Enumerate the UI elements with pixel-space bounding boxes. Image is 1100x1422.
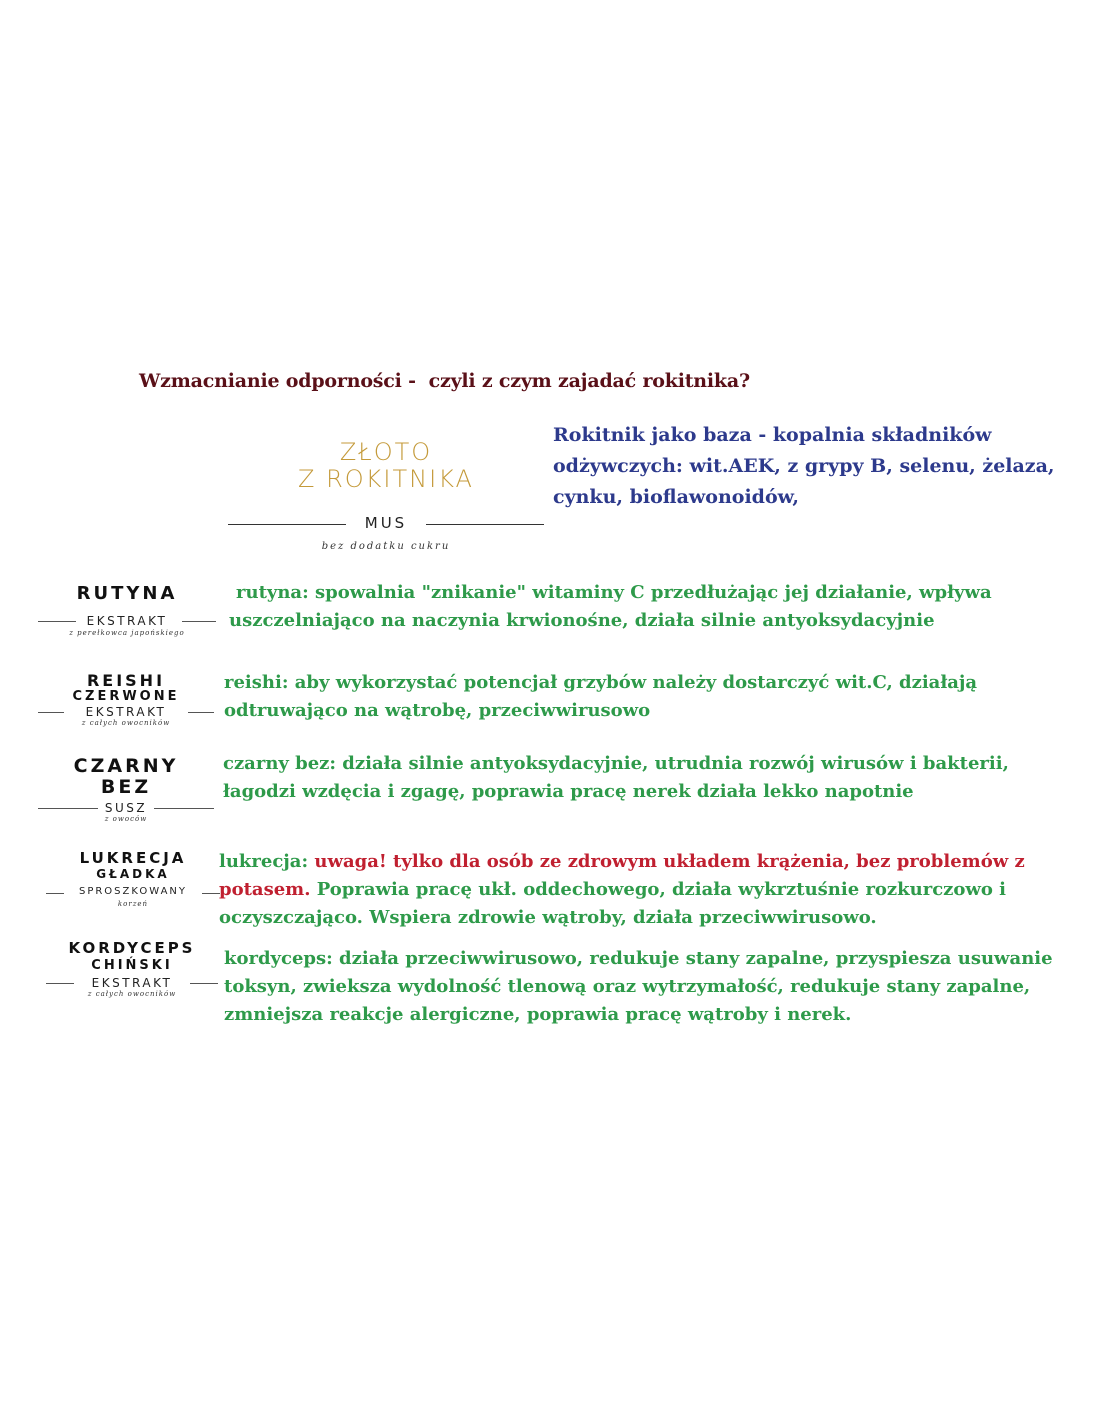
product-name-line-2: GŁADKA [96,867,170,881]
kordyceps-description: kordyceps: działa przeciwwirusowo, redukuje stany zapalne, przyspiesza usuwanie toksyn, zwieksza wydolność tlenową oraz wytrzymałość, redukuje stany zapalne, zmniejsza reakcje alergiczne, poprawia pracę wątroby i nerek. [224,948,1053,1025]
divider-line [182,621,216,622]
product-name-line-2: CHIŃSKI [91,958,173,973]
product-name-line-2: CZERWONE [72,689,180,704]
czarny-bez-description: czarny bez: działa silnie antyoksydacyjnie, utrudnia rozwój wirusów i bakterii, łagodzi wzdęcia i zgagę, poprawia pracę nerek działa lekko napotnie [223,753,1009,802]
product-source: korzeń [117,900,149,908]
divider-line [188,712,214,713]
rutyna-description: rutyna: spowalnia "znikanie" witaminy C przedłużając jej działanie, wpływa uszczelniająco na naczynia krwionośne, działa silnie antyoksydacyjnie [229,582,992,631]
product-name-line-2: BEZ [100,776,152,798]
divider-line [228,524,346,525]
product-name: KORDYCEPS [68,939,196,957]
product-form: EKSTRAKT [91,976,173,990]
product-form: EKSTRAKT [86,614,168,628]
product-subtitle: bez dodatku cukru [321,541,451,552]
logo-rule-row [226,514,546,534]
product-name: LUKRECJA [79,849,187,867]
zloto-z-rokitnika-logo [226,438,546,558]
description-prefix: lukrecja: [219,851,315,872]
reishi-logo [38,673,214,727]
product-name: CZARNY [73,755,179,777]
product-name: RUTYNA [76,583,178,604]
lukrecja-description [219,848,1049,932]
product-source: z owoców [104,815,148,823]
brand-line-1: ZŁOTO [339,438,433,466]
product-source: z całych owocników [81,719,171,727]
divider-line [202,893,220,894]
lukrecja-logo [46,850,220,908]
product-form: SPROSZKOWANY [78,886,188,897]
divider-line [190,983,218,984]
base-description: Rokitnik jako baza - kopalnia składników odżywczych: wit.AEK, z grypy B, selenu, żelaza, cynku, bioflawonoidów, [553,424,1055,508]
product-type: MUS [364,514,408,532]
description-rest: Poprawia pracę ukł. oddechowego, działa wykrztuśnie rozkurczowo i oczyszczająco. Wspiera zdrowie wątroby, działa przeciwwirusowo. [219,879,1006,928]
kordyceps-logo [46,940,218,998]
product-name: REISHI [86,671,166,690]
rutyna-logo [38,583,216,637]
product-source: z całych owocników [87,990,177,998]
reishi-description: reishi: aby wykorzystać potencjał grzybów należy dostarczyć wit.C, działają odtruwająco na wątrobę, przeciwwirusowo [224,672,978,721]
warning-text: uwaga! tylko dla osób ze zdrowym układem krążenia, bez problemów z potasem. [219,851,1025,900]
divider-line [154,808,214,809]
czarny-bez-logo [38,756,214,823]
page-title: Wzmacnianie odporności - czyli z czym zajadać rokitnika? [139,370,750,392]
product-form: SUSZ [104,801,148,815]
divider-line [426,524,544,525]
product-source: z perełkowca japońskiego [69,629,185,637]
brand-line-2: Z ROKITNIKA [298,465,474,493]
product-form: EKSTRAKT [85,705,167,719]
